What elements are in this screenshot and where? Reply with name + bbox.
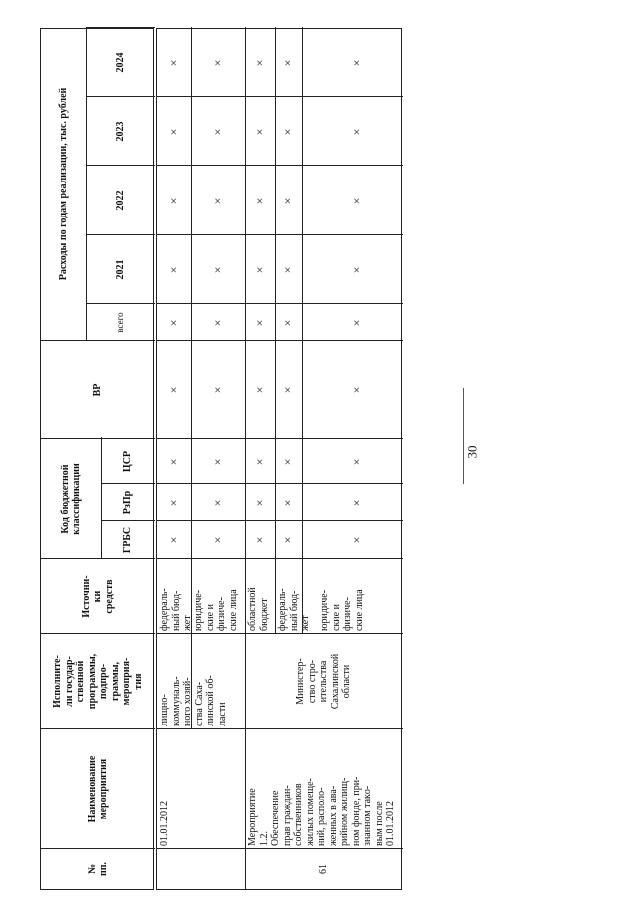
x-mark: × bbox=[166, 458, 181, 466]
row2-num: 61 bbox=[318, 864, 330, 874]
header-year-2021: 2021 bbox=[114, 259, 126, 280]
x-mark: × bbox=[280, 319, 295, 327]
header-kbk: Код бюджетной классификации bbox=[59, 463, 82, 535]
x-mark: × bbox=[252, 319, 267, 327]
row1-executor: лищно- коммуналь- ного хозяй- ства Саха- линской об- ласти bbox=[159, 675, 228, 726]
x-mark: × bbox=[166, 499, 181, 507]
row2-source-1: областной бюджет bbox=[247, 587, 270, 631]
x-mark: × bbox=[280, 266, 295, 274]
x-mark: × bbox=[280, 128, 295, 136]
x-mark: × bbox=[280, 499, 295, 507]
x-mark: × bbox=[210, 499, 225, 507]
x-mark: × bbox=[252, 536, 267, 544]
header-executor: Исполните- ли государ- ственной программы, подпро- граммы, мероприя- тия bbox=[52, 653, 144, 710]
row2-source-2: федераль- ный бюд- жет bbox=[277, 588, 311, 631]
budget-table bbox=[40, 28, 402, 890]
header-total: всего bbox=[114, 312, 125, 333]
x-mark: × bbox=[349, 386, 364, 394]
header-year-2023: 2023 bbox=[114, 121, 126, 142]
x-mark: × bbox=[166, 536, 181, 544]
x-mark: × bbox=[349, 499, 364, 507]
x-mark: × bbox=[166, 128, 181, 136]
x-mark: × bbox=[252, 128, 267, 136]
x-mark: × bbox=[252, 458, 267, 466]
x-mark: × bbox=[280, 458, 295, 466]
x-mark: × bbox=[349, 536, 364, 544]
header-num: № пп. bbox=[86, 861, 109, 877]
x-mark: × bbox=[210, 197, 225, 205]
x-mark: × bbox=[210, 319, 225, 327]
x-mark: × bbox=[252, 499, 267, 507]
header-vr: ВР bbox=[92, 383, 104, 397]
divider-line bbox=[463, 388, 464, 484]
x-mark: × bbox=[252, 197, 267, 205]
x-mark: × bbox=[166, 197, 181, 205]
x-mark: × bbox=[349, 319, 364, 327]
header-source: Источни- ки средств bbox=[80, 575, 115, 618]
table-body bbox=[156, 28, 402, 890]
header-rzpr: РзПр bbox=[122, 490, 134, 515]
header-year-2022: 2022 bbox=[114, 190, 126, 211]
x-mark: × bbox=[349, 266, 364, 274]
x-mark: × bbox=[166, 386, 181, 394]
row1-source-1: федераль- ный бюд- жет bbox=[159, 588, 193, 631]
x-mark: × bbox=[252, 59, 267, 67]
x-mark: × bbox=[280, 197, 295, 205]
x-mark: × bbox=[166, 266, 181, 274]
header-expenses: Расходы по годам реализации, тыс. рублей bbox=[57, 87, 69, 281]
x-mark: × bbox=[166, 319, 181, 327]
x-mark: × bbox=[349, 59, 364, 67]
x-mark: × bbox=[252, 266, 267, 274]
row2-name: Мероприятие 1.2. Обеспечение прав граждан- собственников жилых помеще- ний, располо- женных в ава- рийном жилищ- ном фонде, при- знанном такo- вым после 01.01.2012 bbox=[247, 776, 396, 846]
x-mark: × bbox=[280, 536, 295, 544]
row1-source-2: юридиче- ские и физиче- ские лица bbox=[193, 589, 239, 631]
x-mark: × bbox=[349, 458, 364, 466]
x-mark: × bbox=[280, 59, 295, 67]
header-grbs: ГРБС bbox=[122, 526, 134, 554]
x-mark: × bbox=[210, 386, 225, 394]
x-mark: × bbox=[349, 128, 364, 136]
row2-executor: Министер- ство стро- ительства Сахалинской области bbox=[295, 653, 353, 710]
row1-name: 01.01.2012 bbox=[159, 801, 170, 846]
x-mark: × bbox=[349, 197, 364, 205]
x-mark: × bbox=[210, 266, 225, 274]
x-mark: × bbox=[252, 386, 267, 394]
row2-source-3: юридиче- ские и физиче- ские лица bbox=[319, 589, 365, 631]
header-csr: ЦСР bbox=[122, 450, 134, 473]
x-mark: × bbox=[210, 536, 225, 544]
header-year-2024: 2024 bbox=[114, 52, 126, 73]
x-mark: × bbox=[210, 128, 225, 136]
table-header bbox=[40, 28, 154, 890]
x-mark: × bbox=[280, 386, 295, 394]
x-mark: × bbox=[166, 59, 181, 67]
x-mark: × bbox=[210, 458, 225, 466]
header-name: Наименование мероприятия bbox=[86, 755, 109, 823]
x-mark: × bbox=[210, 59, 225, 67]
page-number: 30 bbox=[464, 445, 480, 459]
